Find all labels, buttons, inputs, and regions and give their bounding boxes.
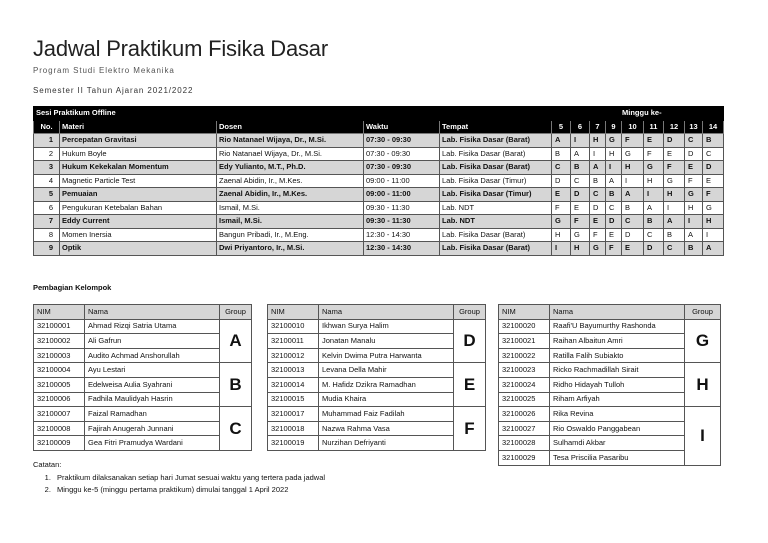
member-nim: 32100029 <box>499 450 550 465</box>
row-group-cell: F <box>644 147 664 161</box>
row-group-cell: D <box>644 242 664 256</box>
group-table-header <box>268 305 486 320</box>
row-number: 3 <box>34 161 60 175</box>
row-tempat: Lab. Fisika Dasar (Barat) <box>440 228 552 242</box>
row-group-cell: G <box>622 147 644 161</box>
member-name: Faizal Ramadhan <box>85 407 220 422</box>
member-name: Rika Revina <box>550 407 685 422</box>
page-subtitle: Program Studi Elektro Mekanika <box>33 66 175 75</box>
col-group: Group <box>685 305 721 320</box>
row-group-cell: D <box>571 188 590 202</box>
member-name: M. Hafidz Dzikra Ramadhan <box>319 377 454 392</box>
group-label: H <box>685 363 721 407</box>
member-nim: 32100012 <box>268 348 319 363</box>
member-nim: 32100007 <box>34 407 85 422</box>
member-name: Ikhwan Surya Halim <box>319 319 454 334</box>
group-label: E <box>454 363 486 407</box>
row-group-cell: C <box>644 228 664 242</box>
member-nim: 32100017 <box>268 407 319 422</box>
row-group-cell: H <box>644 174 664 188</box>
row-group-cell: A <box>552 134 571 148</box>
col-group: Group <box>220 305 252 320</box>
member-name: Levana Della Mahir <box>319 363 454 378</box>
schedule-row <box>34 228 724 242</box>
row-waktu: 07:30 - 09:30 <box>364 134 440 148</box>
schedule-body <box>34 134 724 256</box>
row-group-cell: A <box>571 147 590 161</box>
row-materi: Momen Inersia <box>60 228 217 242</box>
member-row <box>34 363 252 378</box>
row-group-cell: A <box>606 174 622 188</box>
group-label: B <box>220 363 252 407</box>
row-group-cell: G <box>571 228 590 242</box>
row-group-cell: B <box>622 201 644 215</box>
member-name: Edelweisa Aulia Syahrani <box>85 377 220 392</box>
schedule-row <box>34 174 724 188</box>
row-group-cell: F <box>685 174 703 188</box>
member-name: Ratilla Falih Subiakto <box>550 348 685 363</box>
member-row <box>34 436 252 451</box>
row-number: 4 <box>34 174 60 188</box>
group-table-2 <box>267 304 486 451</box>
member-name: Ricko Rachmadillah Sirait <box>550 363 685 378</box>
member-row <box>268 377 486 392</box>
row-group-cell: D <box>606 215 622 229</box>
member-row <box>268 334 486 349</box>
row-dosen: Rio Natanael Wijaya, Dr., M.Si. <box>217 147 364 161</box>
col-week: 11 <box>644 120 664 134</box>
member-nim: 32100021 <box>499 334 550 349</box>
member-nim: 32100008 <box>34 421 85 436</box>
row-dosen: Bangun Pribadi, Ir., M.Eng. <box>217 228 364 242</box>
row-number: 8 <box>34 228 60 242</box>
row-tempat: Lab. Fisika Dasar (Timur) <box>440 174 552 188</box>
week-label: Minggu ke- <box>552 107 724 121</box>
member-row <box>268 319 486 334</box>
member-row <box>34 334 252 349</box>
group-table-1 <box>33 304 252 451</box>
row-tempat: Lab. Fisika Dasar (Barat) <box>440 134 552 148</box>
member-name: Audito Achmad Anshorullah <box>85 348 220 363</box>
row-group-cell: B <box>590 174 606 188</box>
member-name: Ayu Lestari <box>85 363 220 378</box>
member-nim: 32100002 <box>34 334 85 349</box>
col-week: 13 <box>685 120 703 134</box>
schedule-row <box>34 215 724 229</box>
note-item: 2. Minggu ke-5 (minggu pertama praktikum) dimulai tanggal 1 April 2022 <box>53 485 325 494</box>
row-group-cell: C <box>552 161 571 175</box>
row-group-cell: C <box>622 215 644 229</box>
row-group-cell: H <box>622 161 644 175</box>
row-group-cell: H <box>552 228 571 242</box>
member-name: Riham Arfiyah <box>550 392 685 407</box>
member-name: Raafi'U Bayumurthy Rashonda <box>550 319 685 334</box>
member-nim: 32100024 <box>499 377 550 392</box>
row-group-cell: I <box>606 161 622 175</box>
row-tempat: Lab. Fisika Dasar (Barat) <box>440 147 552 161</box>
row-group-cell: A <box>590 161 606 175</box>
member-nim: 32100009 <box>34 436 85 451</box>
group-label: A <box>220 319 252 363</box>
row-group-cell: G <box>703 201 724 215</box>
row-group-cell: I <box>622 174 644 188</box>
row-group-cell: E <box>703 174 724 188</box>
row-tempat: Lab. NDT <box>440 201 552 215</box>
row-number: 7 <box>34 215 60 229</box>
member-row <box>499 407 721 422</box>
member-row <box>34 319 252 334</box>
row-group-cell: E <box>664 147 685 161</box>
row-group-cell: D <box>552 174 571 188</box>
row-group-cell: A <box>644 201 664 215</box>
member-row <box>268 392 486 407</box>
member-name: Raihan Albaitun Amri <box>550 334 685 349</box>
row-group-cell: C <box>703 147 724 161</box>
row-materi: Eddy Current <box>60 215 217 229</box>
row-group-cell: G <box>606 134 622 148</box>
row-dosen: Zaenal Abidin, Ir., M.Kes. <box>217 174 364 188</box>
member-name: Ridho Hidayah Tulloh <box>550 377 685 392</box>
row-group-cell: A <box>703 242 724 256</box>
member-row <box>268 348 486 363</box>
row-dosen: Zaenal Abidin, Ir., M.Kes. <box>217 188 364 202</box>
row-group-cell: C <box>685 134 703 148</box>
row-waktu: 09:30 - 11:30 <box>364 201 440 215</box>
row-number: 2 <box>34 147 60 161</box>
row-group-cell: D <box>622 228 644 242</box>
member-name: Sulhamdi Akbar <box>550 436 685 451</box>
row-group-cell: B <box>664 228 685 242</box>
row-group-cell: B <box>644 215 664 229</box>
row-group-cell: E <box>685 161 703 175</box>
row-tempat: Lab. Fisika Dasar (Barat) <box>440 161 552 175</box>
row-group-cell: F <box>622 134 644 148</box>
col-week: 5 <box>552 120 571 134</box>
row-group-cell: E <box>644 134 664 148</box>
member-nim: 32100023 <box>499 363 550 378</box>
row-materi: Hukum Kekekalan Momentum <box>60 161 217 175</box>
row-group-cell: E <box>590 215 606 229</box>
col-week: 6 <box>571 120 590 134</box>
notes-label: Catatan: <box>33 460 62 469</box>
member-nim: 32100011 <box>268 334 319 349</box>
group-label: F <box>454 407 486 451</box>
col-nim: NIM <box>268 305 319 320</box>
col-week: 14 <box>703 120 724 134</box>
row-waktu: 09:00 - 11:00 <box>364 188 440 202</box>
member-name: Fajirah Anugerah Junnani <box>85 421 220 436</box>
group-table-header <box>499 305 721 320</box>
member-name: Jonatan Manalu <box>319 334 454 349</box>
row-number: 9 <box>34 242 60 256</box>
row-group-cell: D <box>590 201 606 215</box>
row-group-cell: H <box>571 242 590 256</box>
schedule-row <box>34 147 724 161</box>
row-group-cell: C <box>664 242 685 256</box>
member-nim: 32100001 <box>34 319 85 334</box>
schedule-row <box>34 161 724 175</box>
row-group-cell: A <box>622 188 644 202</box>
row-group-cell: G <box>590 242 606 256</box>
col-week: 9 <box>606 120 622 134</box>
member-nim: 32100025 <box>499 392 550 407</box>
row-group-cell: F <box>664 161 685 175</box>
row-group-cell: B <box>571 161 590 175</box>
row-group-cell: A <box>685 228 703 242</box>
col-materi: Materi <box>60 120 217 134</box>
member-row <box>499 319 721 334</box>
member-name: Rio Oswaldo Panggabean <box>550 421 685 436</box>
semester-label: Semester II Tahun Ajaran 2021/2022 <box>33 86 194 95</box>
row-waktu: 12:30 - 14:30 <box>364 228 440 242</box>
member-nim: 32100026 <box>499 407 550 422</box>
member-row <box>34 421 252 436</box>
member-row <box>268 363 486 378</box>
member-row <box>268 407 486 422</box>
row-group-cell: C <box>606 201 622 215</box>
member-name: Ahmad Rizqi Satria Utama <box>85 319 220 334</box>
member-nim: 32100015 <box>268 392 319 407</box>
row-number: 6 <box>34 201 60 215</box>
member-row <box>34 348 252 363</box>
notes-list <box>33 473 325 494</box>
row-group-cell: H <box>606 147 622 161</box>
row-dosen: Rio Natanael Wijaya, Dr., M.Si. <box>217 134 364 148</box>
row-group-cell: I <box>644 188 664 202</box>
member-row <box>268 436 486 451</box>
row-dosen: Edy Yulianto, M.T., Ph.D. <box>217 161 364 175</box>
row-group-cell: F <box>606 242 622 256</box>
row-group-cell: H <box>703 215 724 229</box>
col-week: 7 <box>590 120 606 134</box>
member-row <box>34 392 252 407</box>
row-group-cell: F <box>552 201 571 215</box>
group-label: C <box>220 407 252 451</box>
col-week: 12 <box>664 120 685 134</box>
member-nim: 32100004 <box>34 363 85 378</box>
row-waktu: 07:30 - 09:30 <box>364 147 440 161</box>
member-nim: 32100022 <box>499 348 550 363</box>
group-label: I <box>685 407 721 465</box>
member-row <box>34 377 252 392</box>
row-group-cell: I <box>685 215 703 229</box>
member-nim: 32100018 <box>268 421 319 436</box>
schedule-row <box>34 201 724 215</box>
member-name: Ali Gafrun <box>85 334 220 349</box>
member-nim: 32100013 <box>268 363 319 378</box>
row-group-cell: B <box>685 242 703 256</box>
group-label: G <box>685 319 721 363</box>
row-group-cell: D <box>703 161 724 175</box>
note-item: 1. Praktikum dilaksanakan setiap hari Jumat sesuai waktu yang tertera pada jadwal <box>53 473 325 482</box>
member-row <box>268 421 486 436</box>
col-week: 10 <box>622 120 644 134</box>
row-group-cell: B <box>552 147 571 161</box>
row-group-cell: H <box>590 134 606 148</box>
member-name: Fadhila Maulidyah Hasrin <box>85 392 220 407</box>
member-nim: 32100020 <box>499 319 550 334</box>
row-materi: Hukum Boyle <box>60 147 217 161</box>
row-group-cell: I <box>703 228 724 242</box>
row-tempat: Lab. Fisika Dasar (Barat) <box>440 242 552 256</box>
row-group-cell: F <box>571 215 590 229</box>
row-group-cell: H <box>685 201 703 215</box>
row-group-cell: E <box>606 228 622 242</box>
row-waktu: 07:30 - 09:30 <box>364 161 440 175</box>
member-nim: 32100006 <box>34 392 85 407</box>
row-tempat: Lab. Fisika Dasar (Timur) <box>440 188 552 202</box>
row-group-cell: E <box>571 201 590 215</box>
row-group-cell: B <box>703 134 724 148</box>
col-no: No. <box>34 120 60 134</box>
session-label: Sesi Praktikum Offline <box>34 107 552 121</box>
member-nim: 32100003 <box>34 348 85 363</box>
row-group-cell: A <box>664 215 685 229</box>
member-name: Nazwa Rahma Vasa <box>319 421 454 436</box>
schedule-row <box>34 242 724 256</box>
row-group-cell: I <box>590 147 606 161</box>
row-materi: Pengukuran Ketebalan Bahan <box>60 201 217 215</box>
row-group-cell: D <box>664 134 685 148</box>
schedule-row <box>34 134 724 148</box>
row-group-cell: E <box>552 188 571 202</box>
row-group-cell: C <box>571 174 590 188</box>
member-nim: 32100010 <box>268 319 319 334</box>
grouping-title: Pembagian Kelompok <box>33 283 112 292</box>
col-nim: NIM <box>499 305 550 320</box>
member-name: Muhammad Faiz Fadilah <box>319 407 454 422</box>
member-name: Mudia Khaira <box>319 392 454 407</box>
col-nama: Nama <box>85 305 220 320</box>
row-group-cell: G <box>664 174 685 188</box>
row-waktu: 09:30 - 11:30 <box>364 215 440 229</box>
col-nama: Nama <box>550 305 685 320</box>
row-materi: Percepatan Gravitasi <box>60 134 217 148</box>
member-name: Kelvin Dwima Putra Harwanta <box>319 348 454 363</box>
col-dosen: Dosen <box>217 120 364 134</box>
row-group-cell: D <box>685 147 703 161</box>
schedule-header-row <box>34 107 724 121</box>
row-group-cell: B <box>606 188 622 202</box>
member-nim: 32100019 <box>268 436 319 451</box>
row-number: 5 <box>34 188 60 202</box>
member-name: Nurzihan Defriyanti <box>319 436 454 451</box>
row-group-cell: G <box>685 188 703 202</box>
row-group-cell: H <box>664 188 685 202</box>
group-table-3 <box>498 304 721 466</box>
row-dosen: Dwi Priyantoro, Ir., M.Si. <box>217 242 364 256</box>
col-waktu: Waktu <box>364 120 440 134</box>
row-group-cell: C <box>590 188 606 202</box>
row-group-cell: I <box>571 134 590 148</box>
row-tempat: Lab. NDT <box>440 215 552 229</box>
schedule-row <box>34 188 724 202</box>
member-row <box>34 407 252 422</box>
row-dosen: Ismail, M.Si. <box>217 215 364 229</box>
row-group-cell: I <box>552 242 571 256</box>
member-nim: 32100005 <box>34 377 85 392</box>
notes <box>33 460 325 497</box>
page-title: Jadwal Praktikum Fisika Dasar <box>33 36 328 61</box>
member-nim: 32100028 <box>499 436 550 451</box>
row-materi: Optik <box>60 242 217 256</box>
member-row <box>499 363 721 378</box>
row-group-cell: G <box>552 215 571 229</box>
row-waktu: 12:30 - 14:30 <box>364 242 440 256</box>
row-group-cell: F <box>703 188 724 202</box>
row-number: 1 <box>34 134 60 148</box>
row-group-cell: F <box>590 228 606 242</box>
row-group-cell: G <box>644 161 664 175</box>
col-tempat: Tempat <box>440 120 552 134</box>
row-waktu: 09:00 - 11:00 <box>364 174 440 188</box>
member-nim: 32100014 <box>268 377 319 392</box>
member-nim: 32100027 <box>499 421 550 436</box>
member-name: Gea Fitri Pramudya Wardani <box>85 436 220 451</box>
schedule-column-headers <box>34 120 724 134</box>
member-name: Tesa Priscilia Pasaribu <box>550 450 685 465</box>
row-dosen: Ismail, M.Si. <box>217 201 364 215</box>
col-group: Group <box>454 305 486 320</box>
row-group-cell: I <box>664 201 685 215</box>
group-label: D <box>454 319 486 363</box>
group-table-header <box>34 305 252 320</box>
row-materi: Magnetic Particle Test <box>60 174 217 188</box>
row-group-cell: E <box>622 242 644 256</box>
schedule-table <box>33 106 724 256</box>
col-nim: NIM <box>34 305 85 320</box>
row-materi: Pemuaian <box>60 188 217 202</box>
col-nama: Nama <box>319 305 454 320</box>
